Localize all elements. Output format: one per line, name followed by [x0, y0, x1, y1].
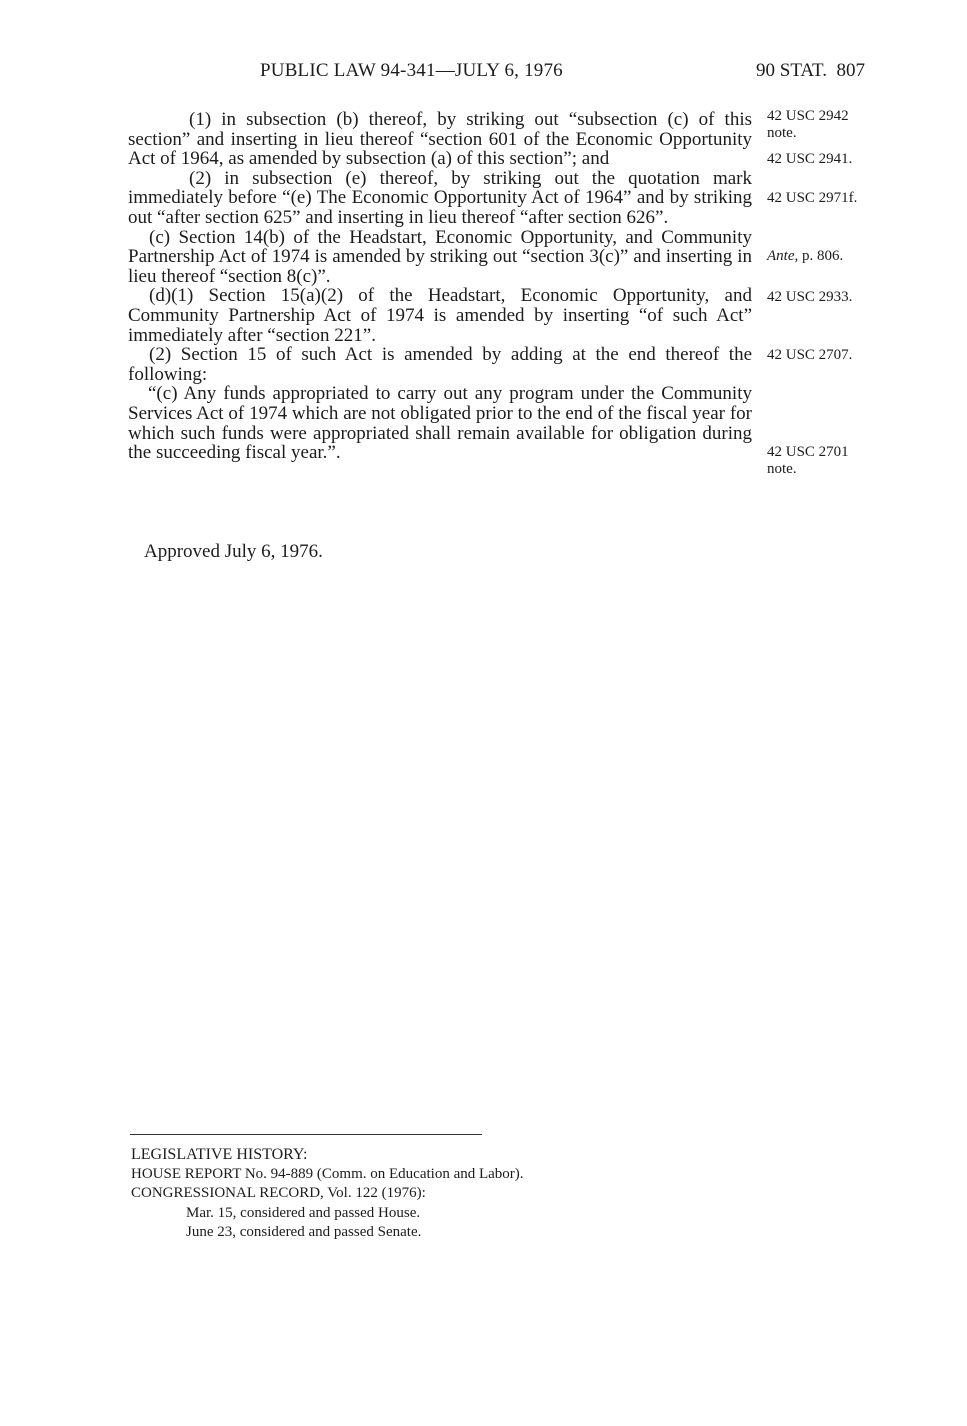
margin-note-2701-line2: note. [767, 461, 797, 477]
margin-note-2942-line1: 42 USC 2942 [767, 108, 849, 124]
margin-note-2933: 42 USC 2933. [767, 289, 853, 305]
margin-note-2701-line1: 42 USC 2701 [767, 444, 849, 460]
paragraph-d2: (2) Section 15 of such Act is amended by adding at the end thereof the following: [128, 344, 752, 385]
statute-page-reference [756, 60, 865, 82]
senate-action: June 23, considered and passed Senate. [186, 1224, 422, 1240]
margin-note-2941: 42 USC 2941. [767, 151, 853, 167]
house-action: Mar. 15, considered and passed House. [186, 1204, 421, 1221]
paragraph-b1: (1) in subsection (b) thereof, by striking out “subsection (c) of this section” and inserting in lieu thereof “section 601 of the Economic Opportunity Act of 1964, as amended by subsection (a) of this section”; and [128, 109, 752, 170]
footnote-divider [130, 1134, 482, 1135]
paragraph-c: (c) Section 14(b) of the Headstart, Economic Opportunity, and Community Partnership Act of 1974 is amended by striking out “section 3(c)” and inserting in lieu thereof “section 8(c)”. [128, 226, 752, 287]
approval-date: Approved July 6, 1976. [144, 541, 323, 562]
margin-note-2942-line2: note. [767, 125, 797, 141]
paragraph-b2: (2) in subsection (e) thereof, by striking out the quotation mark immediately before “(e) The Economic Opportunity Act of 1964” and by striking out “after section 625” and inserting in lieu thereof “after section 626”. [128, 167, 752, 228]
body-text [128, 110, 752, 463]
house-report: HOUSE REPORT No. 94-889 (Comm. on Education and Labor). [131, 1165, 524, 1182]
paragraph-quoted-c: “(c) Any funds appropriated to carry out any program under the Community Services Act of 1974 which are not obligated prior to the end of the fiscal year for which such funds were appropriated shall remain available for obligation during the succeeding fiscal year.”. [128, 383, 752, 464]
stat-label: 90 STAT. [756, 60, 827, 81]
margin-note-ante [767, 248, 843, 265]
legislative-history-heading: LEGISLATIVE HISTORY: [131, 1146, 308, 1163]
margin-note-ante-label: Ante, [767, 248, 799, 264]
margin-note-2942 [767, 108, 849, 142]
congressional-record: CONGRESSIONAL RECORD, Vol. 122 (1976): [131, 1185, 426, 1201]
margin-note-2971f: 42 USC 2971f. [767, 190, 858, 206]
margin-note-2701 [767, 444, 849, 478]
margin-note-2707: 42 USC 2707. [767, 347, 853, 363]
page-number: 807 [836, 60, 865, 81]
paragraph-d1: (d)(1) Section 15(a)(2) of the Headstart, Economic Opportunity, and Community Partnership Act of 1974 is amended by inserting “of such Act” immediately after “section 221”. [128, 285, 752, 346]
margin-note-ante-page: p. 806. [802, 248, 844, 264]
legislative-history [131, 1145, 524, 1243]
running-head: PUBLIC LAW 94-341—JULY 6, 1976 [260, 60, 563, 81]
